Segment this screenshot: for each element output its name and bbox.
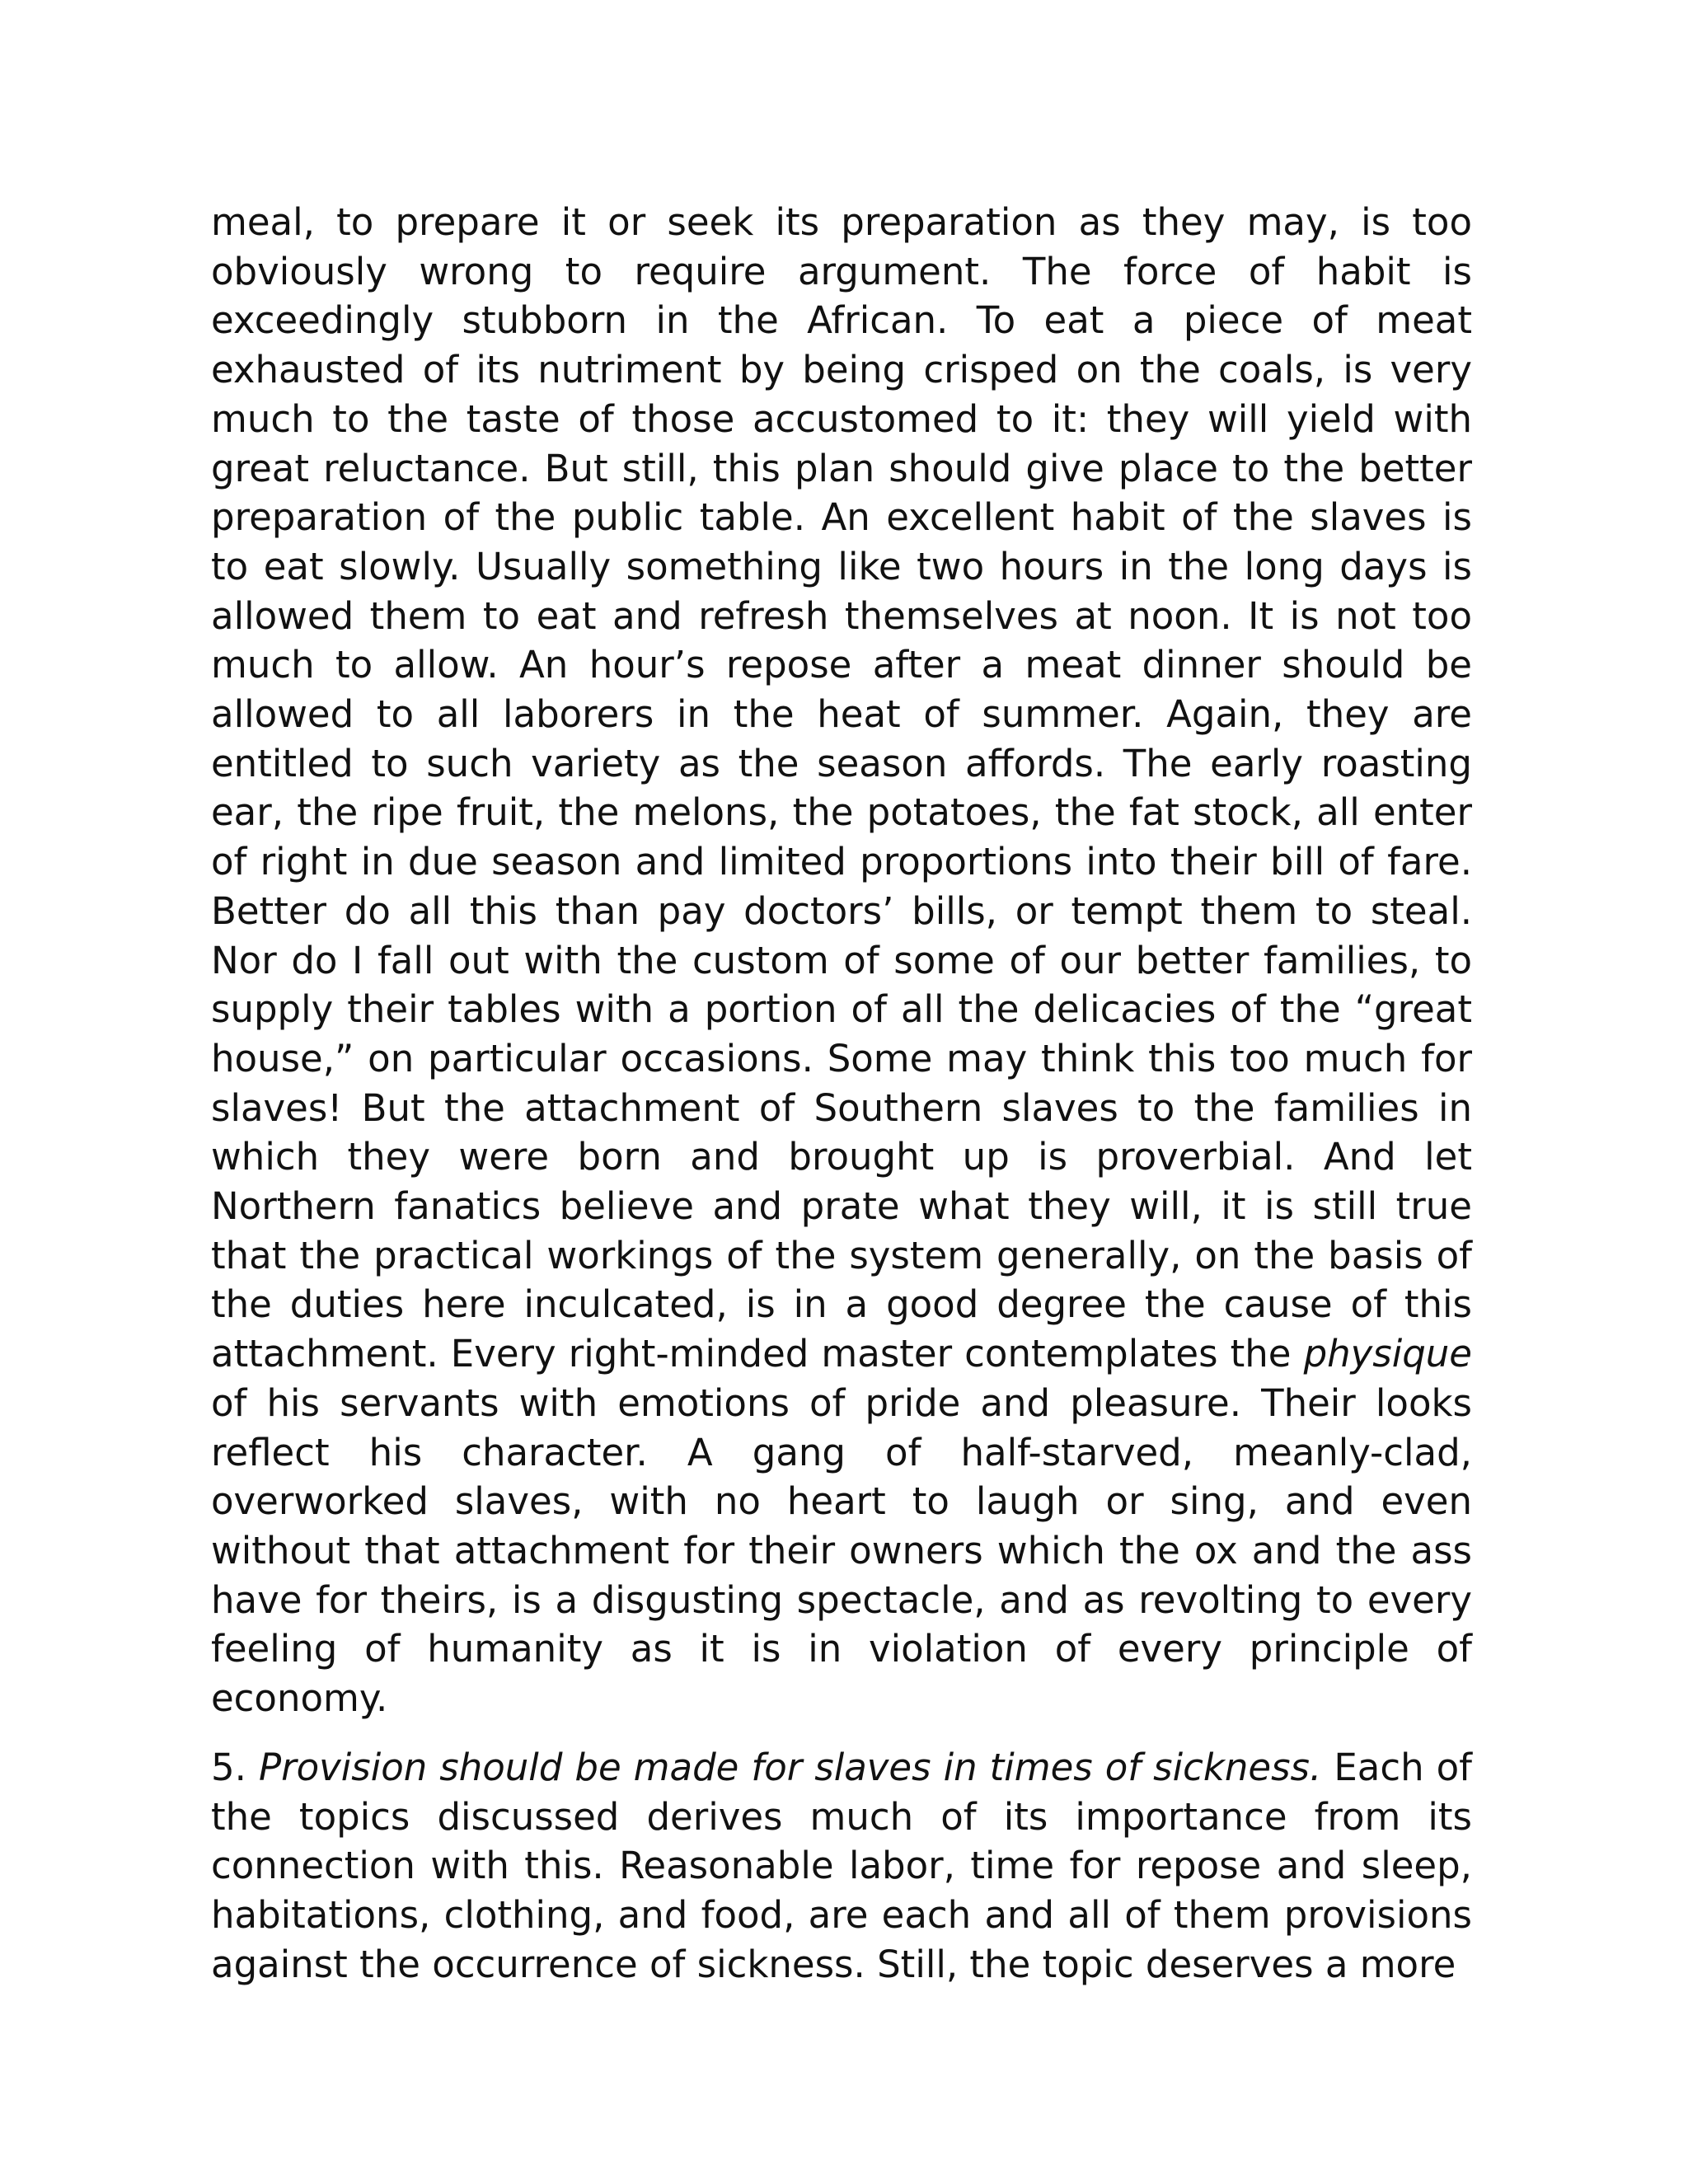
paragraph-2-number: 5. (211, 1745, 246, 1789)
paragraph-2-text: Each of the topics discussed derives much of its importance from its connection with this. Reasonable labor, time for repose and sleep, habitations, clothing, and food, are each and all of them provisions against the occurrence of sickness. Still, the topic deserves a more (211, 1745, 1472, 1986)
paragraph-1-italic-term: physique (1303, 1332, 1472, 1376)
paragraph-2-italic-heading: Provision should be made for slaves in times of sickness. (258, 1745, 1322, 1789)
body-text (211, 198, 1472, 1989)
paragraph-1-text-b: of his servants with emotions of pride and pleasure. Their looks reflect his character. A gang of half-starved, meanly-clad, overworked slaves, with no heart to laugh or sing, and even without that attachment for their owners which the ox and the ass have for theirs, is a disgusting spectacle, and as revolting to every feeling of humanity as it is in violation of every principle of economy. (211, 1380, 1472, 1721)
paragraph-1-text-a: meal, to prepare it or seek its preparation as they may, is too obviously wrong to require argument. The force of habit is exceedingly stubborn in the African. To eat a piece of meat exhausted of its nutriment by being crisped on the coals, is very much to the taste of those accustomed to it: they will yield with great reluctance. But still, this plan should give place to the better preparation of the public table. An excellent habit of the slaves is to eat slowly. Usually something like two hours in the long days is allowed them to eat and refresh themselves at noon. It is not too much to allow. An hour’s repose after a meat dinner should be allowed to all laborers in the heat of summer. Again, they are entitled to such variety as the season affords. The early roasting ear, the ripe fruit, the melons, the potatoes, the fat stock, all enter of right in due season and limited proportions into their bill of fare. Better do all this than pay doctors’ bills, or tempt them to steal. Nor do I fall out with the custom of some of our better families, to supply their tables with a portion of all the delicacies of the “great house,” on particular occasions. Some may think this too much for slaves! But the attachment of Southern slaves to the families in which they were born and brought up is proverbial. And let Northern fanatics believe and prate what they will, it is still true that the practical workings of the system generally, on the basis of the duties here inculcated, is in a good degree the cause of this attachment. Every right-minded master contemplates the (211, 200, 1472, 1376)
paragraph-1 (211, 198, 1472, 1723)
paragraph-2 (211, 1743, 1472, 1990)
